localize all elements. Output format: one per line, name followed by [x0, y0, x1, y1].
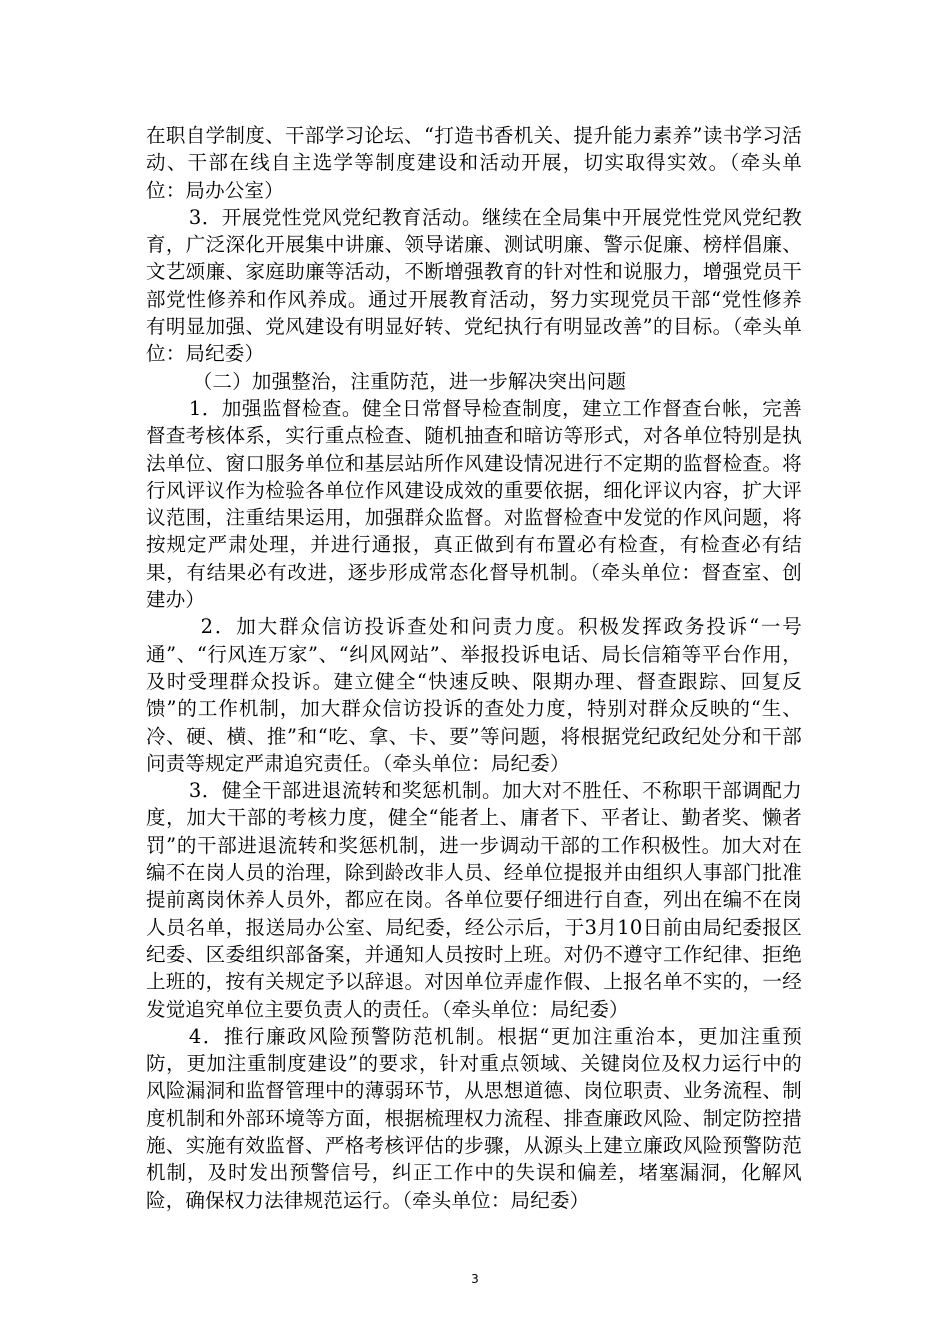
paragraph-party-education: 3．开展党性党风党纪教育活动。继续在全局集中开展党性党风党纪教育，广泛深化开展集中讲廉、领导诺廉、测试明廉、警示促廉、榜样倡廉、文艺颂廉、家庭助廉等活动，不断增强教育的针对性和说服力，增强党员干部党性修养和作风养成。通过开展教育活动，努力实现党员干部“党性修养有明显加强、党风建设有明显好转、党纪执行有明显改善”的目标。（牵头单位：局纪委）	[146, 205, 802, 366]
paragraph-continuation: 在职自学制度、干部学习论坛、“打造书香机关、提升能力素养”读书学习活动、干部在线自主选学等制度建设和活动开展，切实取得实效。（牵头单位：局办公室）	[146, 124, 802, 202]
section-heading-rectification: （二）加强整治，注重防范，进一步解决突出问题	[192, 369, 627, 393]
paragraph-risk-prevention: 4．推行廉政风险预警防范机制。根据“更加注重治本，更加注重预防，更加注重制度建设”的要求，针对重点领域、关键岗位及权力运行中的风险漏洞和监督管理中的薄弱环节，从思想道德、岗位职责、业务流程、制度机制和外部环境等方面，根据梳理权力流程、排查廉政风险、制定防控措施、实施有效监督、严格考核评估的步骤，从源头上建立廉政风险预警防范机制，及时发出预警信号，纠正工作中的失误和偏差，堵塞漏洞，化解风险，确保权力法律规范运行。（牵头单位：局纪委）	[146, 1024, 802, 1212]
paragraph-complaint-handling: 2．加大群众信访投诉查处和问责力度。积极发挥政务投诉“一号通”、“行风连万家”、“纠风网站”、举报投诉电话、局长信箱等平台作用，及时受理群众投诉。建立健全“快速反映、限期办理、督查跟踪、回复反馈”的工作机制，加大群众信访投诉的查处力度，特别对群众反映的“生、冷、硬、横、推”和“吃、拿、卡、要”等问题，将根据党纪政纪处分和干部问责等规定严肃追究责任。（牵头单位：局纪委）	[146, 615, 802, 775]
document-body	[146, 122, 802, 1214]
page-number: 3	[471, 1272, 479, 1286]
paragraph-cadre-mechanism: 3．健全干部进退流转和奖惩机制。加大对不胜任、不称职干部调配力度，加大干部的考核力度，健全“能者上、庸者下、平者让、勤者奖、懒者罚”的干部进退流转和奖惩机制，进一步调动干部的工作积极性。加大对在编不在岗人员的治理，除到龄改非人员、经单位提报并由组织人事部门批准提前离岗休养人员外，都应在岗。各单位要仔细进行自查，列出在编不在岗人员名单，报送局办公室、局纪委，经公示后，于3月10日前由局纪委报区纪委、区委组织部备案，并通知人员按时上班。对仍不遵守工作纪律、拒绝上班的，按有关规定予以辞退。对因单位弄虚作假、上报名单不实的，一经发觉追究单位主要负责人的责任。（牵头单位：局纪委）	[146, 779, 802, 1021]
paragraph-supervision-inspection: 1．加强监督检查。健全日常督导检查制度，建立工作督查台帐，完善督查考核体系，实行重点检查、随机抽查和暗访等形式，对各单位特别是执法单位、窗口服务单位和基层站所作风建设情况进行不定期的监督检查。将行风评议作为检验各单位作风建设成效的重要依据，细化评议内容，扩大评议范围，注重结果运用，加强群众监督。对监督检查中发觉的作风问题，将按规定严肃处理，并进行通报，真正做到有布置必有检查，有检查必有结果，有结果必有改进，逐步形成常态化督导机制。（牵头单位：督查室、创建办）	[146, 396, 802, 612]
